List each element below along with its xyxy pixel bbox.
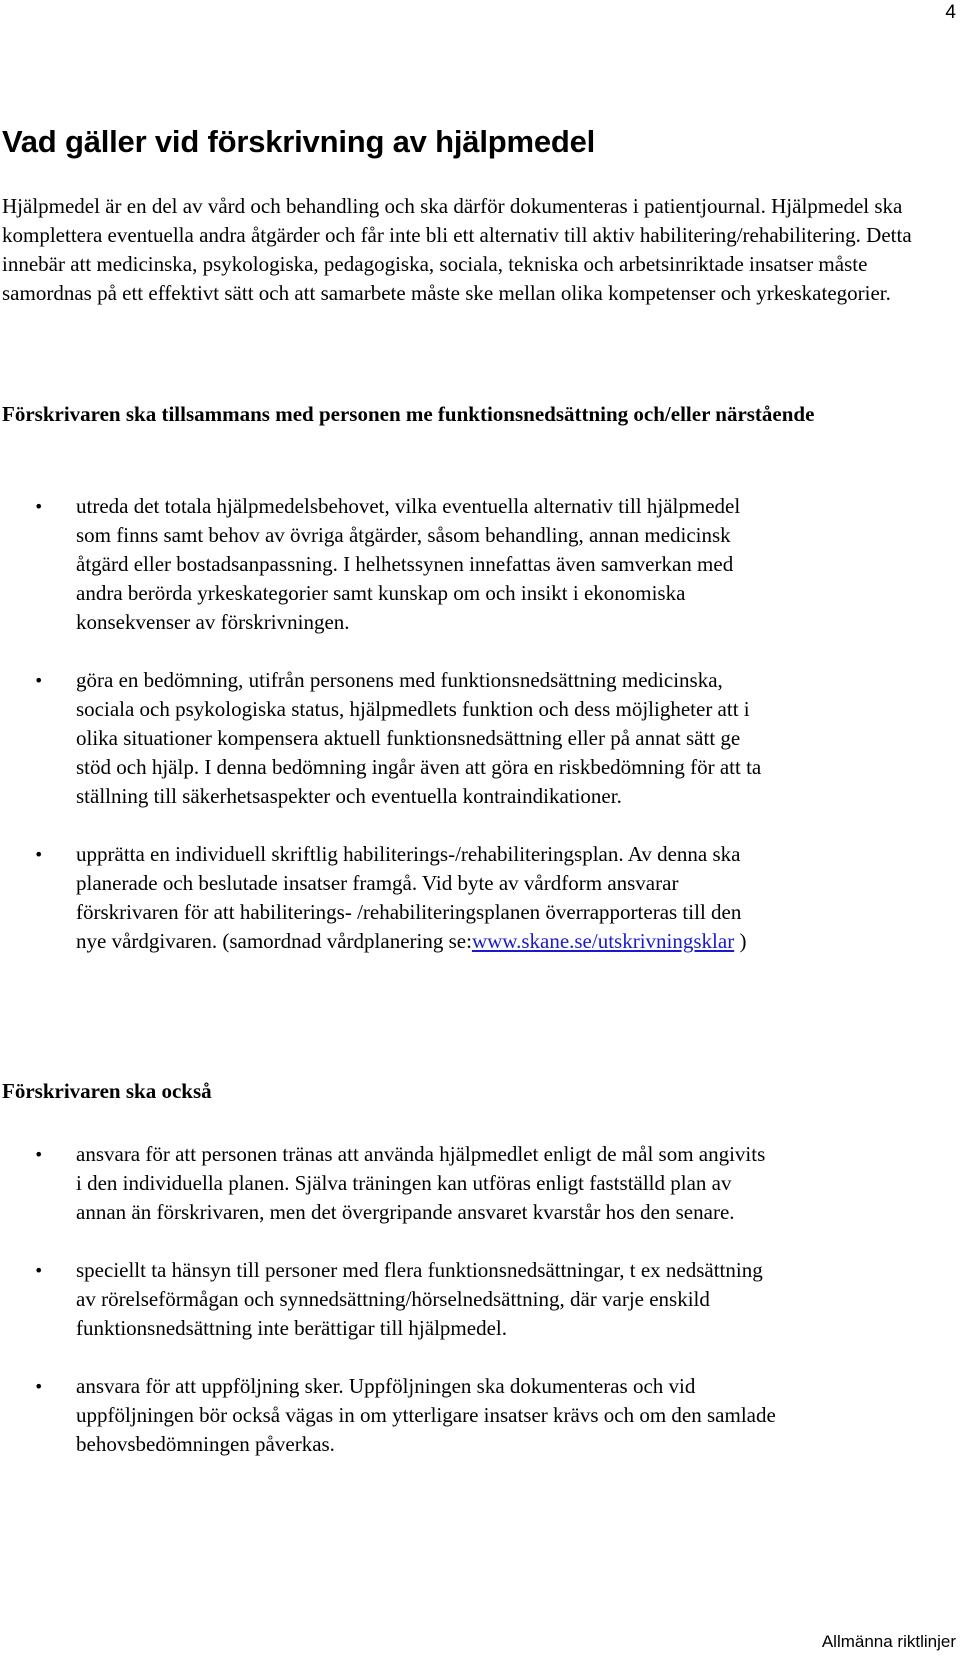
list-item xyxy=(0,1256,776,1343)
footer-label: Allmänna riktlinjer xyxy=(821,1632,956,1651)
section2-heading: Förskrivaren ska också xyxy=(2,1079,212,1103)
bullet-icon: • xyxy=(34,671,44,690)
section2-bullet-list xyxy=(0,1140,960,1488)
section1-heading: Förskrivaren ska tillsammans med personen me funktionsnedsättning och/eller närstående xyxy=(2,402,815,426)
list-item-text: ansvara för att uppföljning sker. Uppföljningen ska dokumenteras och vid uppföljningen bör också vägas in om ytterligare insatser krävs och om den samlade behovsbedömningen påverkas. xyxy=(76,1374,776,1456)
page-number: 4 xyxy=(945,2,956,23)
list-item xyxy=(0,1140,776,1227)
list-item xyxy=(0,492,776,637)
list-item xyxy=(0,1372,776,1459)
utskrivningsklar-link[interactable]: www.skane.se/utskrivningsklar xyxy=(471,929,735,953)
bullet-icon: • xyxy=(34,1261,44,1280)
list-item xyxy=(0,666,776,811)
intro-paragraph: Hjälpmedel är en del av vård och behandling och ska därför dokumenteras i patientjournal. Hjälpmedel ska komplettera eventuella andra åtgärder och får inte bli ett alternativ till aktiv habilitering/rehabilitering. Detta innebär att medicinska, psykologiska, pedagogiska, sociala, tekniska och arbetsinriktade insatser måste samordnas på ett effektivt sätt och att samarbete måste ske mellan olika kompetenser och yrkeskategorier. xyxy=(2,194,912,305)
bullet-icon: • xyxy=(34,845,44,864)
bullet-icon: • xyxy=(34,497,44,516)
list-item-text-end: ) xyxy=(734,929,747,953)
bullet-icon: • xyxy=(34,1377,44,1396)
list-item xyxy=(0,840,776,956)
list-item-text: upprätta en individuell skriftlig habiliterings-/rehabiliteringsplan. Av denna ska planerade och beslutade insatser framgå. Vid byte av vårdform ansvarar förskrivaren för att habiliterings- /rehabiliteringsplanen överrapporteras till den nye vårdgivaren. (samordnad vårdplanering se: xyxy=(76,842,742,953)
list-item-text: utreda det totala hjälpmedelsbehovet, vilka eventuella alternativ till hjälpmedel som finns samt behov av övriga åtgärder, såsom behandling, annan medicinsk åtgärd eller bostadsanpassning. I helhetssynen innefattas även samverkan med andra berörda yrkeskategorier samt kunskap om och insikt i ekonomiska konsekvenser av förskrivningen. xyxy=(76,494,741,634)
section1-bullet-list xyxy=(0,492,960,985)
list-item-text: speciellt ta hänsyn till personer med flera funktionsnedsättningar, t ex nedsättning av rörelseförmågan och synnedsättning/hörselnedsättning, där varje enskild funktionsnedsättning inte berättigar till hjälpmedel. xyxy=(76,1258,763,1340)
list-item-text: göra en bedömning, utifrån personens med funktionsnedsättning medicinska, sociala och psykologiska status, hjälpmedlets funktion och dess möjligheter att i olika situationer kompensera aktuell funktionsnedsättning eller på annat sätt ge stöd och hjälp. I denna bedömning ingår även att göra en riskbedömning för att ta ställning till säkerhetsaspekter och eventuella kontraindikationer. xyxy=(76,668,762,808)
list-item-text: ansvara för att personen tränas att använda hjälpmedlet enligt de mål som angivits i den individuella planen. Själva träningen kan utföras enligt fastställd plan av annan än förskrivaren, men det övergripande ansvaret kvarstår hos den senare. xyxy=(76,1142,766,1224)
bullet-icon: • xyxy=(34,1145,44,1164)
page-title: Vad gäller vid förskrivning av hjälpmedel xyxy=(2,124,596,159)
